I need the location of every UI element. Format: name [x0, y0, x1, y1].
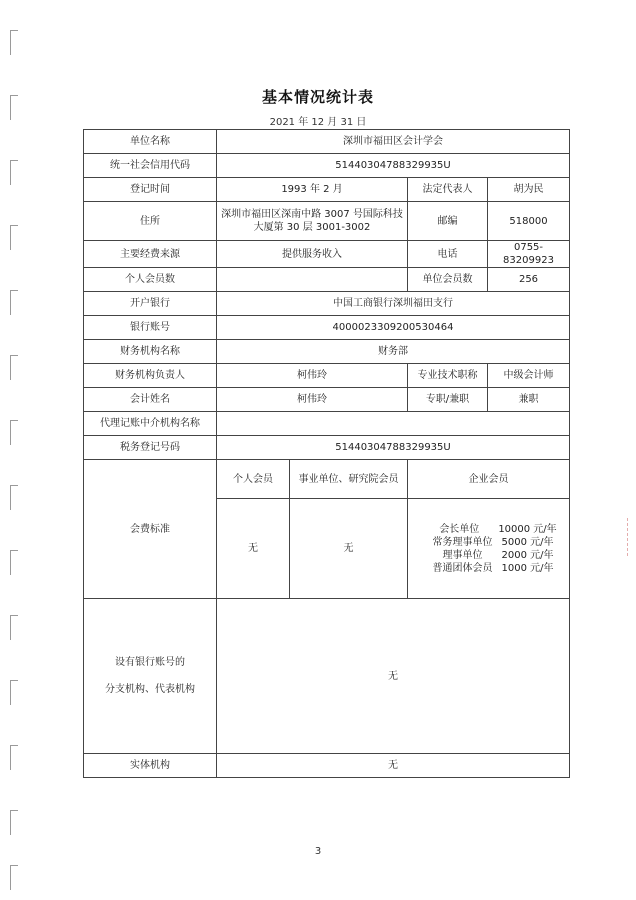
account-value: 4000023309200530464 — [217, 316, 570, 340]
branch-label — [84, 599, 217, 754]
unit-name-label: 单位名称 — [84, 130, 217, 154]
list-item: 普通团体会员 1000 元/年 — [432, 562, 554, 574]
table-row — [84, 412, 570, 436]
phone-value: 0755-83209923 — [488, 241, 570, 268]
accountant-value: 柯伟玲 — [217, 388, 408, 412]
finance-head-value: 柯伟玲 — [217, 364, 408, 388]
agency-label: 代理记账中介机构名称 — [84, 412, 217, 436]
list-item: 理事单位 2000 元/年 — [442, 549, 554, 561]
statistics-table — [83, 129, 570, 778]
table-row — [84, 388, 570, 412]
fee-standard-label: 会费标准 — [84, 460, 217, 599]
fee-head-institution: 事业单位、研究院会员 — [290, 460, 408, 499]
fee-head-enterprise: 企业会员 — [408, 460, 570, 499]
table-row — [84, 460, 570, 499]
binding-mark — [10, 680, 18, 705]
postcode-value: 518000 — [488, 202, 570, 241]
table-row — [84, 130, 570, 154]
credit-code-label: 统一社会信用代码 — [84, 154, 217, 178]
table-row — [84, 292, 570, 316]
fee-head-individual: 个人会员 — [217, 460, 290, 499]
branch-label-line: 设有银行账号的 — [115, 657, 185, 668]
binding-mark — [10, 865, 18, 890]
stamp-edge-mark — [627, 518, 636, 556]
branch-value: 无 — [217, 599, 570, 754]
page-title: 基本情况统计表 — [261, 88, 374, 106]
list-item: 会长单位 10000 元/年 — [439, 523, 557, 535]
binding-mark — [10, 420, 18, 445]
funding-value: 提供服务收入 — [217, 241, 408, 268]
unit-name-value: 深圳市福田区会计学会 — [217, 130, 570, 154]
table-row — [84, 316, 570, 340]
bank-label: 开户银行 — [84, 292, 217, 316]
binding-mark — [10, 225, 18, 250]
professional-title-label: 专业技术职称 — [408, 364, 488, 388]
professional-title-value: 中级会计师 — [488, 364, 570, 388]
binding-mark — [10, 485, 18, 510]
binding-mark — [10, 745, 18, 770]
table-row — [84, 754, 570, 778]
binding-mark — [10, 810, 18, 835]
unit-members-label: 单位会员数 — [408, 268, 488, 292]
table-row — [84, 178, 570, 202]
postcode-label: 邮编 — [408, 202, 488, 241]
binding-mark — [10, 160, 18, 185]
tax-code-value: 51440304788329935U — [217, 436, 570, 460]
funding-label: 主要经费来源 — [84, 241, 217, 268]
binding-mark — [10, 30, 18, 55]
table-row — [84, 268, 570, 292]
entity-label: 实体机构 — [84, 754, 217, 778]
binding-mark — [10, 550, 18, 575]
binding-margin — [4, 0, 26, 900]
credit-code-value: 51440304788329935U — [217, 154, 570, 178]
phone-label: 电话 — [408, 241, 488, 268]
finance-org-label: 财务机构名称 — [84, 340, 217, 364]
accountant-label: 会计姓名 — [84, 388, 217, 412]
reg-time-label: 登记时间 — [84, 178, 217, 202]
fee-institution-value: 无 — [290, 499, 408, 599]
branch-label-line: 分支机构、代表机构 — [105, 684, 195, 695]
unit-members-value: 256 — [488, 268, 570, 292]
table-row — [84, 202, 570, 241]
binding-mark — [10, 615, 18, 640]
agency-value — [217, 412, 570, 436]
binding-mark — [10, 355, 18, 380]
list-item: 常务理事单位 5000 元/年 — [432, 536, 554, 548]
address-value: 深圳市福田区深南中路 3007 号国际科技大厦第 30 层 3001-3002 — [217, 202, 408, 241]
reg-time-value: 1993 年 2 月 — [217, 178, 408, 202]
account-label: 银行账号 — [84, 316, 217, 340]
binding-mark — [10, 290, 18, 315]
tax-code-label: 税务登记号码 — [84, 436, 217, 460]
entity-value: 无 — [217, 754, 570, 778]
table-row — [84, 154, 570, 178]
table-row — [84, 436, 570, 460]
finance-head-label: 财务机构负责人 — [84, 364, 217, 388]
address-label: 住所 — [84, 202, 217, 241]
table-row — [84, 599, 570, 754]
individual-members-label: 个人会员数 — [84, 268, 217, 292]
position-type-value: 兼职 — [488, 388, 570, 412]
table-row — [84, 364, 570, 388]
legal-rep-label: 法定代表人 — [408, 178, 488, 202]
position-type-label: 专职/兼职 — [408, 388, 488, 412]
finance-org-value: 财务部 — [217, 340, 570, 364]
table-row — [84, 340, 570, 364]
legal-rep-value: 胡为民 — [488, 178, 570, 202]
table-row — [84, 241, 570, 268]
page-number: 3 — [314, 846, 322, 857]
report-date: 2021 年 12 月 31 日 — [269, 117, 367, 128]
bank-value: 中国工商银行深圳福田支行 — [217, 292, 570, 316]
fee-individual-value: 无 — [217, 499, 290, 599]
individual-members-value — [217, 268, 408, 292]
enterprise-fee-list — [408, 499, 570, 599]
